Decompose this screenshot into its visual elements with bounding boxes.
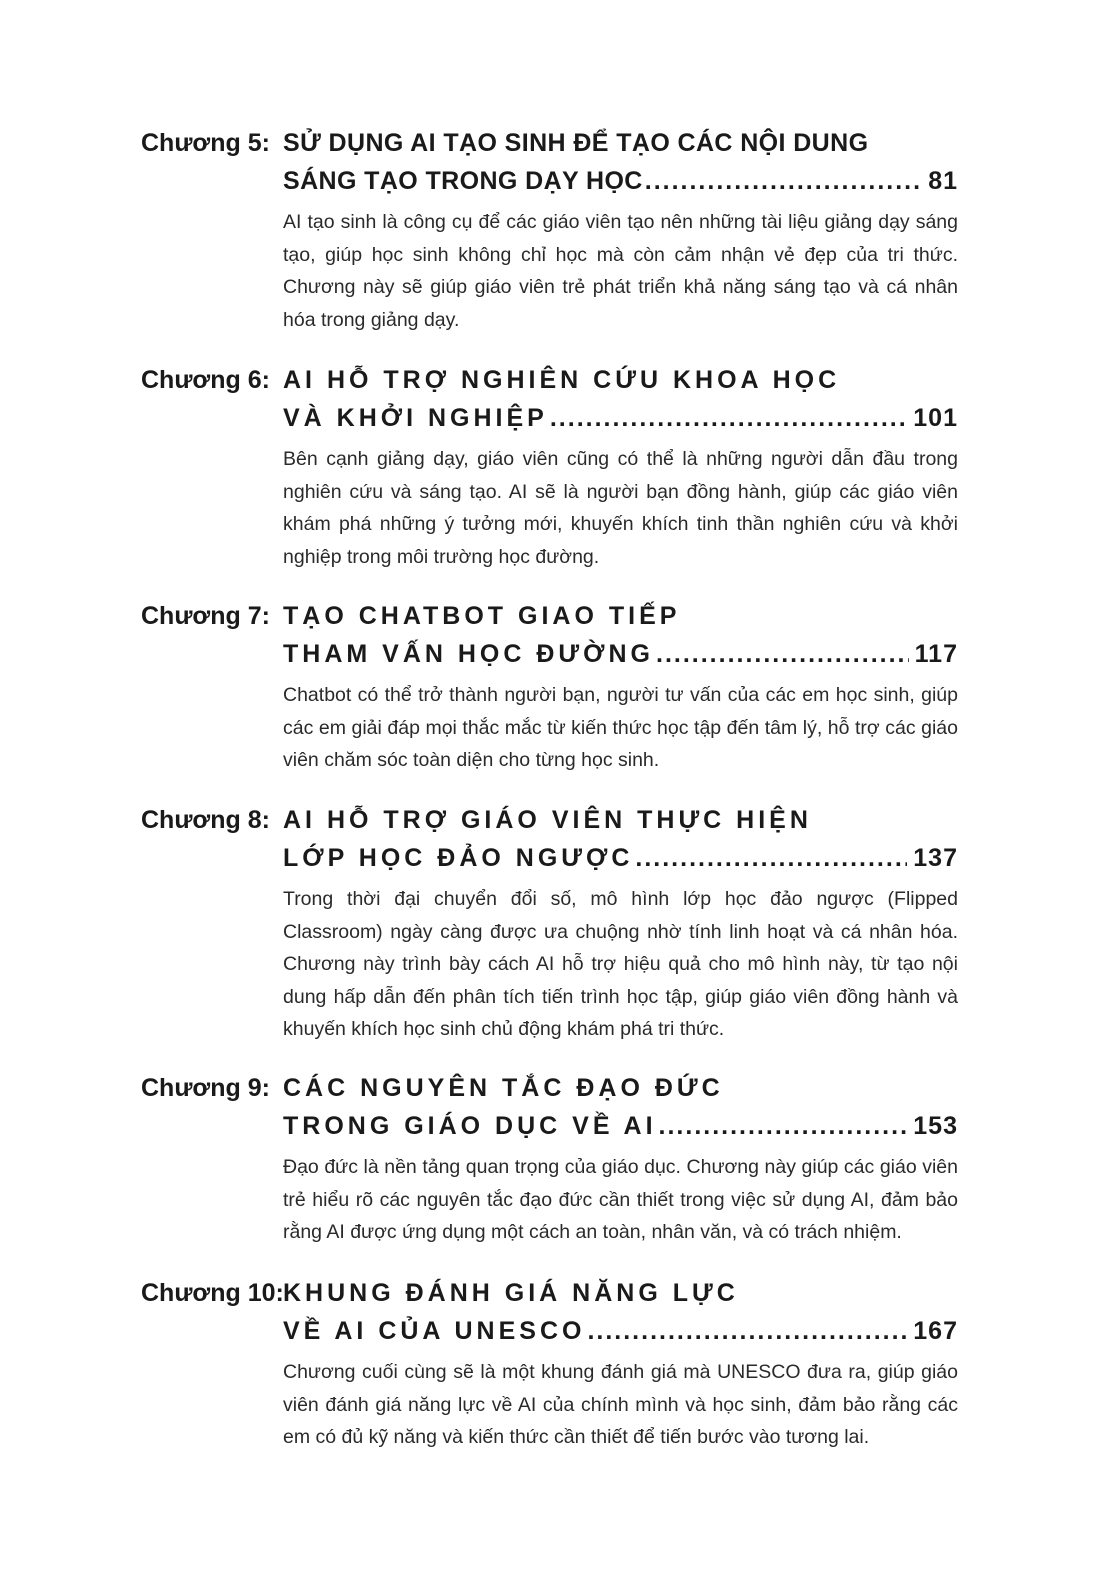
chapter-label: Chương 5: (141, 129, 270, 157)
chapter-title (283, 1069, 958, 1145)
chapter-title-text: LỚP HỌC ĐẢO NGƯỢC (283, 844, 634, 872)
chapter-description: Chatbot có thể trở thành người bạn, người tư vấn của các em học sinh, giúp các em giải đáp mọi thắc mắc từ kiến thức học tập đến tâm lý, hỗ trợ các giáo viên chăm sóc toàn diện cho từng học sinh. (283, 684, 958, 771)
chapter-label: Chương 6: (141, 366, 270, 394)
chapter-title (283, 801, 958, 877)
dot-leader (587, 1312, 907, 1350)
chapter-title-last-line (283, 162, 958, 200)
chapter-title-text: THAM VẤN HỌC ĐƯỜNG (283, 640, 654, 668)
chapter-title (283, 597, 958, 673)
page-number: 137 (913, 844, 958, 872)
chapter-title-text: TRONG GIÁO DỤC VỀ AI (283, 1112, 657, 1140)
chapter-title-last-line (283, 839, 958, 877)
chapter-title-text: SÁNG TẠO TRONG DẠY HỌC (283, 167, 643, 195)
page-number: 153 (913, 1112, 958, 1140)
page-number: 101 (913, 404, 958, 432)
page-number: 167 (913, 1317, 958, 1345)
chapter-title-text: VỀ AI CỦA UNESCO (283, 1317, 586, 1345)
chapter-title-last-line (283, 635, 958, 673)
chapter-title (283, 124, 958, 200)
chapter-description: AI tạo sinh là công cụ để các giáo viên tạo nên những tài liệu giảng dạy sáng tạo, giúp học sinh không chỉ học mà còn cảm nhận vẻ đẹp của tri thức. Chương này sẽ giúp giáo viên trẻ phát triển khả năng sáng tạo và cá nhân hóa trong giảng dạy. (283, 211, 958, 331)
chapter-title-line: CÁC NGUYÊN TẮC ĐẠO ĐỨC (283, 1074, 724, 1102)
chapter-description: Bên cạnh giảng dạy, giáo viên cũng có thể là những người dẫn đầu trong nghiên cứu và sáng tạo. AI sẽ là người bạn đồng hành, giúp các giáo viên khám phá những ý tưởng mới, khuyến khích tinh thần nghiên cứu và khởi nghiệp trong môi trường học đường. (283, 448, 958, 568)
chapter-label: Chương 10: (141, 1279, 284, 1307)
chapter-title-last-line (283, 399, 958, 437)
chapter-title-text: VÀ KHỞI NGHIỆP (283, 404, 548, 432)
chapter-label: Chương 9: (141, 1074, 270, 1102)
dot-leader (656, 635, 909, 673)
dot-leader (645, 162, 922, 200)
page-number: 117 (914, 640, 958, 668)
chapter-title-line: AI HỖ TRỢ GIÁO VIÊN THỰC HIỆN (283, 806, 812, 834)
chapter-label: Chương 8: (141, 806, 270, 834)
chapter-title-last-line (283, 1312, 958, 1350)
dot-leader (659, 1107, 908, 1145)
chapter-description: Trong thời đại chuyển đổi số, mô hình lớp học đảo ngược (Flipped Classroom) ngày càng được ưa chuộng nhờ tính linh hoạt và cá nhân hóa. Chương này trình bày cách AI hỗ trợ hiệu quả cho mô hình này, từ tạo nội dung hấp dẫn đến phân tích tiến trình học tập, giúp giáo viên đồng hành và khuyến khích học sinh chủ động khám phá tri thức. (283, 888, 958, 1040)
chapter-title (283, 361, 958, 437)
chapter-title-line: SỬ DỤNG AI TẠO SINH ĐỂ TẠO CÁC NỘI DUNG (283, 129, 869, 157)
dot-leader (635, 839, 907, 877)
chapter-title-line: KHUNG ĐÁNH GIÁ NĂNG LỰC (283, 1279, 739, 1307)
chapter-description: Chương cuối cùng sẽ là một khung đánh giá mà UNESCO đưa ra, giúp giáo viên đánh giá năng lực về AI của chính mình và học sinh, đảm bảo rằng các em có đủ kỹ năng và kiến thức cần thiết để tiến bước vào tương lai. (283, 1361, 958, 1448)
chapter-title-last-line (283, 1107, 958, 1145)
chapter-label: Chương 7: (141, 602, 270, 630)
chapter-title (283, 1274, 958, 1350)
page-number: 81 (928, 167, 958, 195)
chapter-description: Đạo đức là nền tảng quan trọng của giáo dục. Chương này giúp các giáo viên trẻ hiểu rõ các nguyên tắc đạo đức cần thiết trong việc sử dụng AI, đảm bảo rằng AI được ứng dụng một cách an toàn, nhân văn, và có trách nhiệm. (283, 1156, 958, 1243)
chapter-title-line: TẠO CHATBOT GIAO TIẾP (283, 602, 681, 630)
dot-leader (550, 399, 907, 437)
chapter-title-line: AI HỖ TRỢ NGHIÊN CỨU KHOA HỌC (283, 366, 841, 394)
